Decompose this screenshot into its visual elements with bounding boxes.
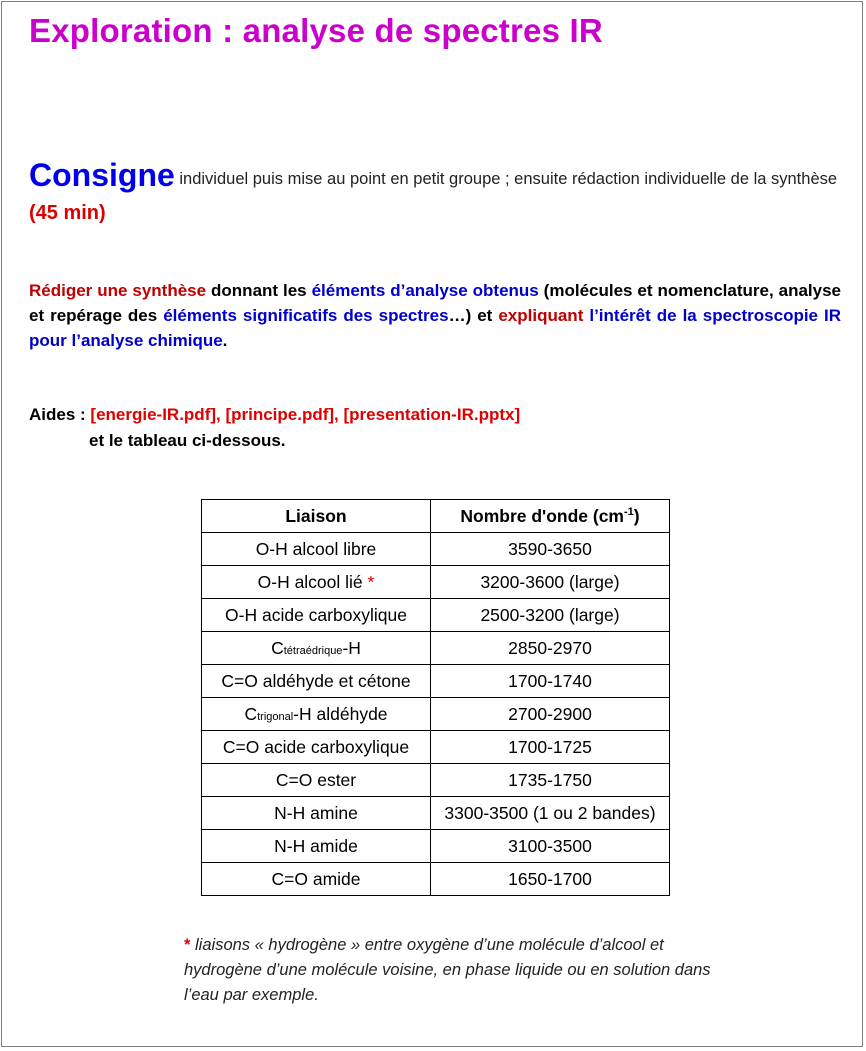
footnote-asterisk: * — [184, 936, 191, 954]
task-part-5: éléments significatifs des spectres — [163, 306, 449, 325]
cell-liaison-subscript: tétraédrique — [283, 644, 343, 657]
aides-label: Aides : — [29, 405, 91, 424]
task-part-10: . — [222, 331, 228, 350]
cell-liaison — [202, 566, 431, 599]
table-row — [202, 797, 670, 830]
cell-onde: 3300-3500 (1 ou 2 bandes) — [431, 797, 670, 830]
consigne-text: individuel puis mise au point en petit groupe ; ensuite rédaction individuelle de la synthèse — [179, 170, 838, 188]
cell-liaison: O-H acide carboxylique — [202, 599, 431, 632]
cell-liaison: N-H amine — [202, 797, 431, 830]
table-row — [202, 698, 670, 731]
task-part-9: l’intérêt de la spectroscopie IR pour l’analyse chimique — [29, 306, 842, 350]
header-liaison: Liaison — [202, 500, 431, 533]
header-nombre-onde-text: Nombre d'onde (cm — [460, 505, 624, 526]
document-page — [1, 1, 863, 1047]
asterisk-marker: * — [367, 571, 375, 592]
table-row — [202, 566, 670, 599]
table-row — [202, 533, 670, 566]
table-row — [202, 863, 670, 896]
cell-liaison-main: C — [271, 637, 284, 658]
table-row — [202, 731, 670, 764]
task-part-2: donnant les — [206, 281, 312, 300]
cell-onde: 1735-1750 — [431, 764, 670, 797]
header-nombre-onde — [431, 500, 670, 533]
task-part-7: expliquant — [498, 306, 584, 325]
cell-onde: 2700-2900 — [431, 698, 670, 731]
cell-liaison-text: O-H alcool lié — [257, 571, 363, 592]
cell-liaison: C=O acide carboxylique — [202, 731, 431, 764]
table-row — [202, 830, 670, 863]
footnote — [184, 933, 724, 1008]
page-title: Exploration : analyse de spectres IR — [29, 12, 603, 49]
cell-onde: 3590-3650 — [431, 533, 670, 566]
cell-liaison: O-H alcool libre — [202, 533, 431, 566]
cell-onde: 1700-1725 — [431, 731, 670, 764]
consigne-heading: Consigne — [29, 157, 175, 193]
cell-liaison — [202, 632, 431, 665]
task-part-4: (molécules et nomenclature, analyse et repérage des — [29, 281, 841, 325]
cell-onde: 3200-3600 (large) — [431, 566, 670, 599]
cell-liaison-end: -H aldéhyde — [293, 703, 388, 724]
consigne-paragraph — [29, 158, 841, 231]
table-row — [202, 632, 670, 665]
table-row — [202, 665, 670, 698]
cell-liaison-subscript: trigonal — [257, 710, 294, 723]
cell-onde: 2850-2970 — [431, 632, 670, 665]
task-paragraph — [29, 278, 841, 353]
cell-onde: 3100-3500 — [431, 830, 670, 863]
ir-table — [201, 499, 670, 896]
cell-liaison: C=O aldéhyde et cétone — [202, 665, 431, 698]
consigne-duration: (45 min) — [29, 202, 106, 224]
cell-liaison: C=O amide — [202, 863, 431, 896]
footnote-text: liaisons « hydrogène » entre oxygène d’une molécule d’alcool et hydrogène d’une molécule voisine, en phase liquide ou en solution dans l’eau par exemple. — [184, 936, 711, 1004]
cell-onde: 1700-1740 — [431, 665, 670, 698]
cell-liaison — [202, 698, 431, 731]
aides-file-links[interactable]: [energie-IR.pdf], [principe.pdf], [presentation-IR.pptx] — [90, 405, 521, 424]
aides-line-2: et le tableau ci-dessous. — [89, 431, 286, 450]
table-row — [202, 764, 670, 797]
cell-liaison: C=O ester — [202, 764, 431, 797]
table-row — [202, 599, 670, 632]
task-part-3: éléments d’analyse obtenus — [311, 281, 539, 300]
cell-liaison: N-H amide — [202, 830, 431, 863]
header-nombre-onde-end: ) — [633, 505, 640, 526]
table-header-row — [202, 500, 670, 533]
header-unit-exponent: -1 — [624, 505, 634, 518]
task-part-6: …) et — [448, 306, 499, 325]
cell-liaison-end: -H — [342, 637, 361, 658]
cell-liaison-main: C — [244, 703, 258, 724]
aides-block — [29, 402, 520, 454]
cell-onde: 1650-1700 — [431, 863, 670, 896]
cell-onde: 2500-3200 (large) — [431, 599, 670, 632]
task-part-1: Rédiger une synthèse — [29, 281, 207, 300]
